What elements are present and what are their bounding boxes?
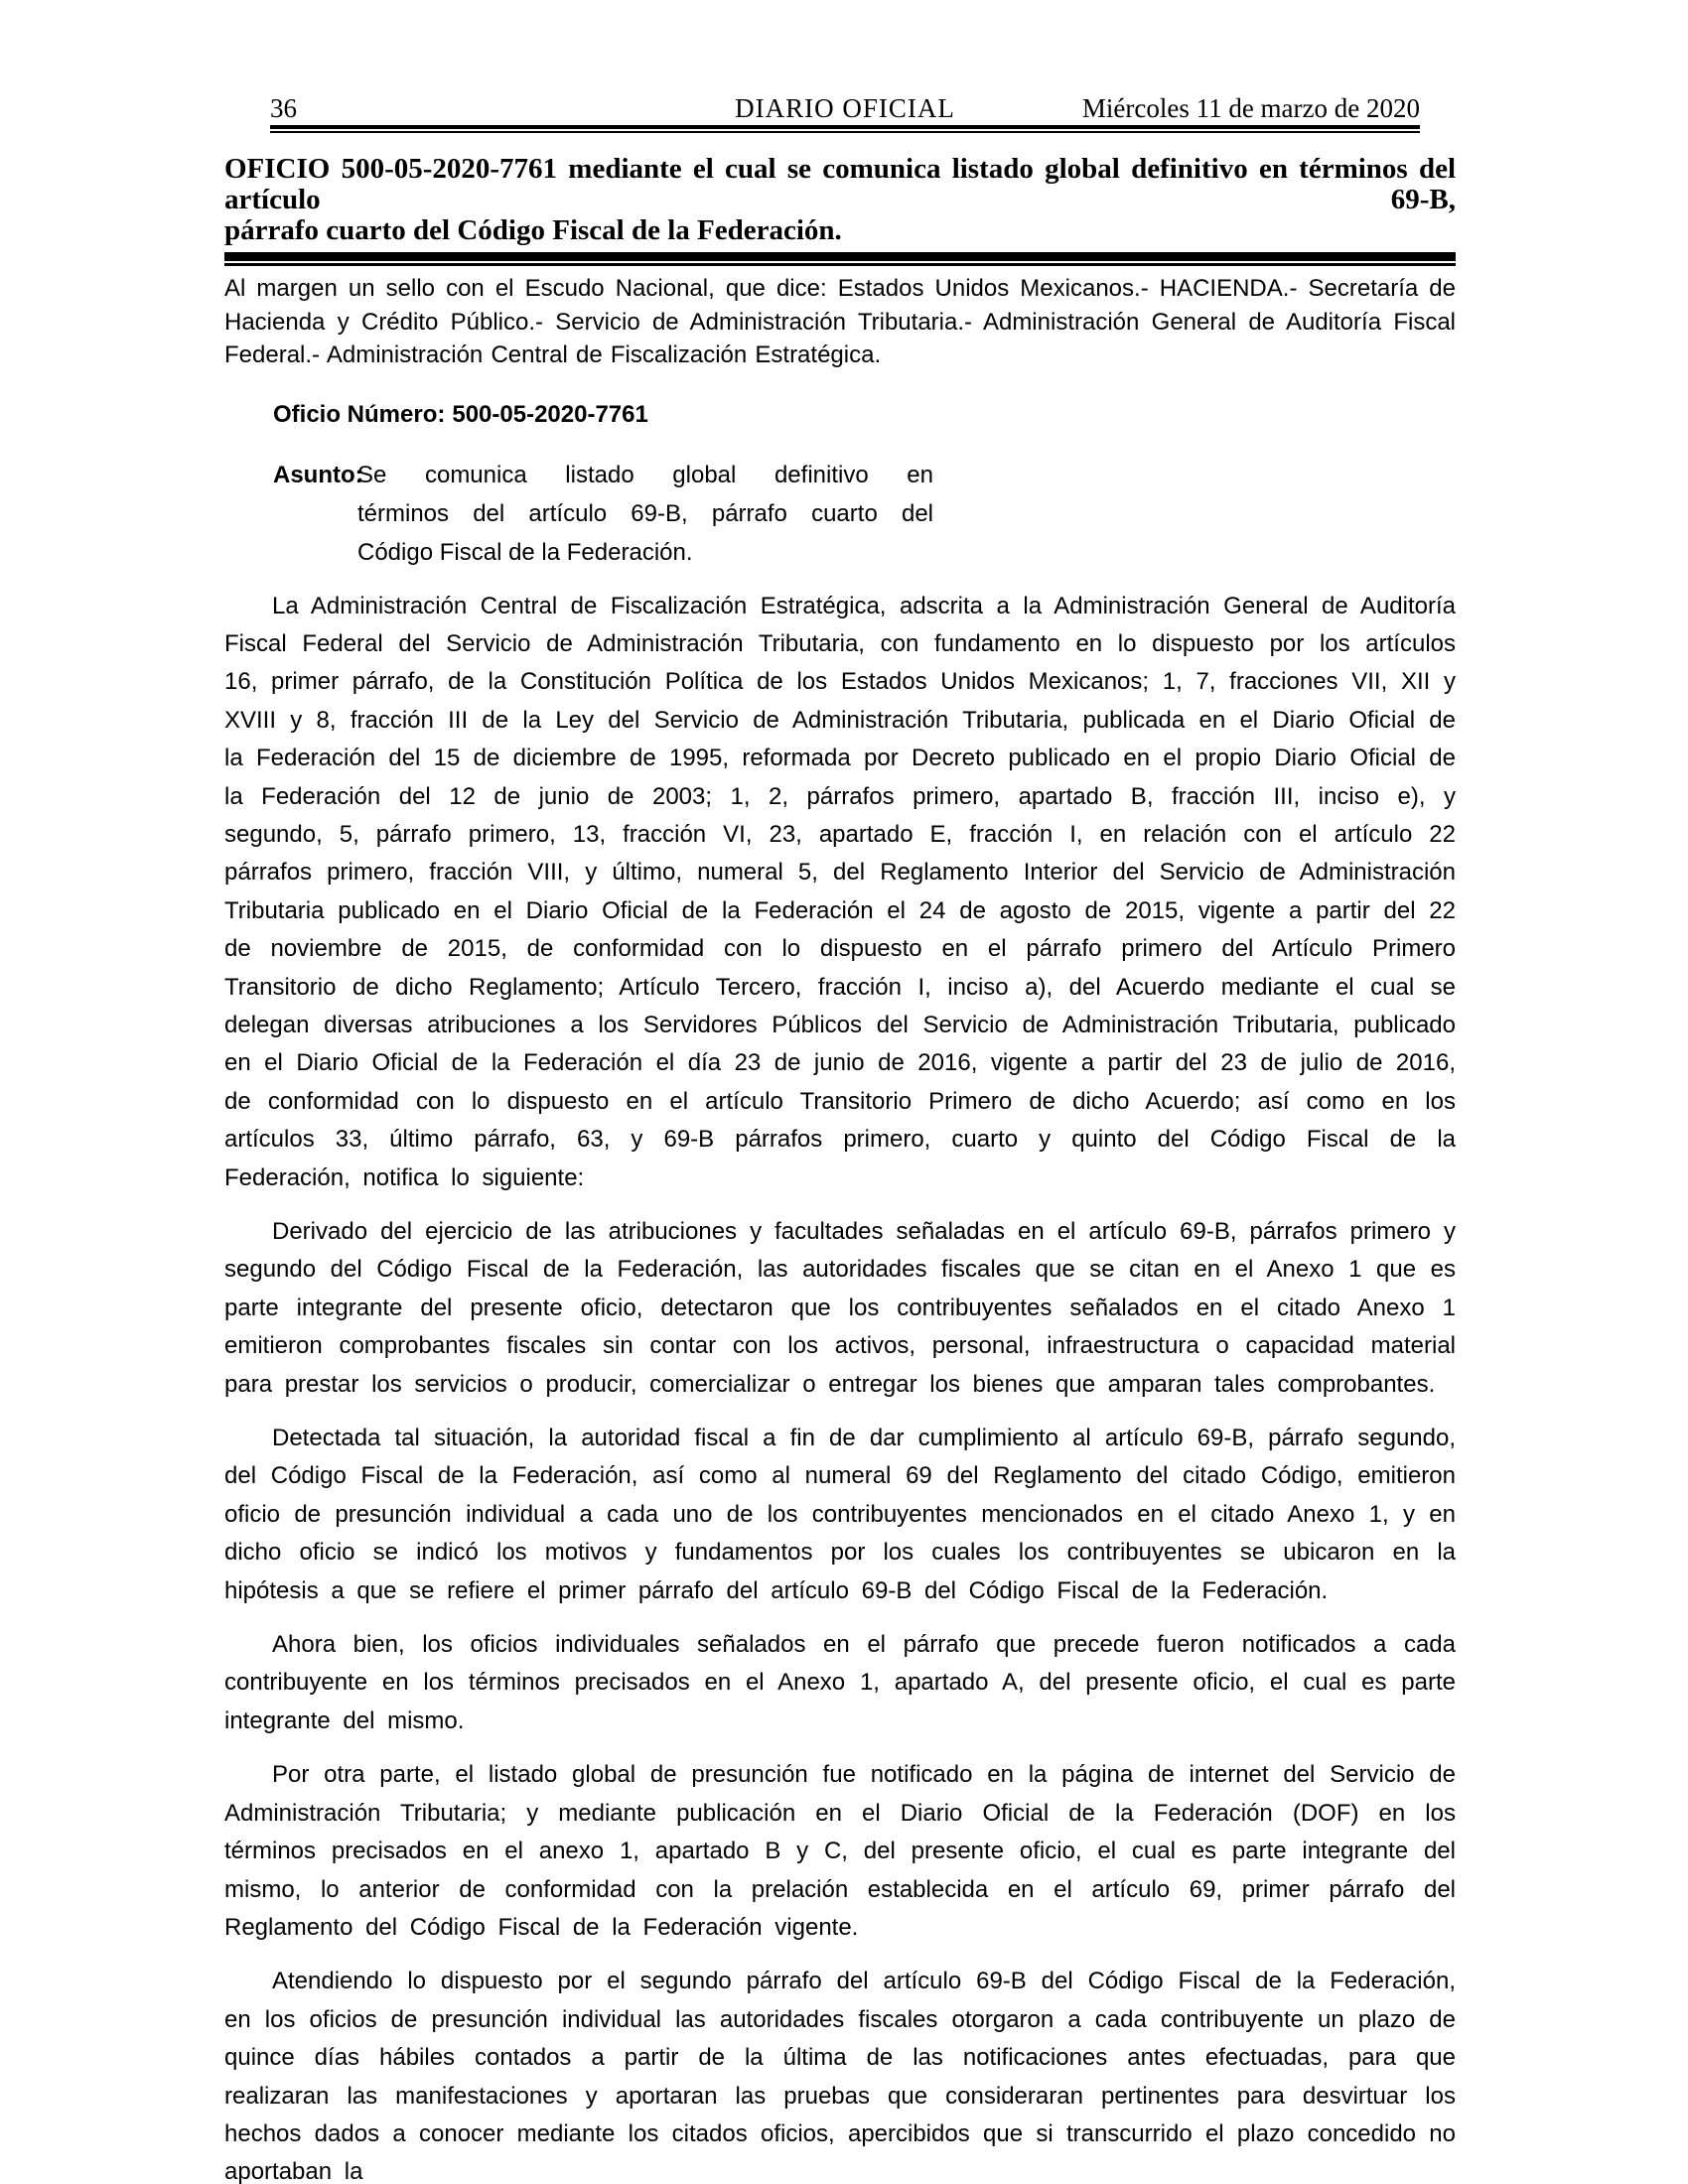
asunto-label: Asunto: xyxy=(273,461,363,488)
oficio-number-label: Oficio Número: xyxy=(273,400,446,428)
document-title xyxy=(224,154,1456,246)
asunto-line-1: Se comunica listado global definitivo en xyxy=(357,461,933,488)
title-rule xyxy=(224,252,1456,266)
document-title-line-1: OFICIO 500-05-2020-7761 mediante el cual se comunica listado global definitivo en términos del artículo 69-B, xyxy=(224,153,1456,215)
running-header xyxy=(270,93,1420,125)
paragraph-3: Detectada tal situación, la autoridad fiscal a fin de dar cumplimiento al artículo 69-B, párrafo segundo, del Código Fiscal de la Federación, así como al numeral 69 del Reglamento del citado Código, emitieron oficio de presunción individual a cada uno de los contribuyentes mencionados en el citado Anexo 1, y en dicho oficio se indicó los motivos y fundamentos por los cuales los contribuyentes se ubicaron en la hipótesis a que se refiere el primer párrafo del artículo 69-B del Código Fiscal de la Federación. xyxy=(224,1425,1456,1604)
oficio-number-value: 500-05-2020-7761 xyxy=(452,400,648,428)
oficio-number-line xyxy=(273,396,1456,434)
header-rule xyxy=(270,125,1420,133)
paragraph-1: La Administración Central de Fiscalización Estratégica, adscrita a la Administración General de Auditoría Fiscal Federal del Servicio de Administración Tributaria, con fundamento en lo dispuesto por los artículos 16, primer párrafo, de la Constitución Política de los Estados Unidos Mexicanos; 1, 7, fracciones VII, XII y XVIII y 8, fracción III de la Ley del Servicio de Administración Tributaria, publicada en el Diario Oficial de la Federación del 15 de diciembre de 1995, reformada por Decreto publicado en el propio Diario Oficial de la Federación del 12 de junio de 2003; 1, 2, párrafos primero, apartado B, fracción III, inciso e), y segundo, 5, párrafo primero, 13, fracción VI, 23, apartado E, fracción I, en relación con el artículo 22 párrafos primero, fracción VIII, y último, numeral 5, del Reglamento Interior del Servicio de Administración Tributaria publicado en el Diario Oficial de la Federación el 24 de agosto de 2015, vigente a partir del 22 de noviembre de 2015, de conformidad con lo dispuesto en el párrafo primero del Artículo Primero Transitorio de dicho Reglamento; Artículo Tercero, fracción I, inciso a), del Acuerdo mediante el cual se delegan diversas atribuciones a los Servidores Públicos del Servicio de Administración Tributaria, publicado en el Diario Oficial de la Federación el día 23 de junio de 2016, vigente a partir del 23 de julio de 2016, de conformidad con lo dispuesto en el artículo Transitorio Primero de dicho Acuerdo; así como en los artículos 33, último párrafo, 63, y 69-B párrafos primero, cuarto y quinto del Código Fiscal de la Federación, notifica lo siguiente: xyxy=(224,592,1456,1191)
header-date: Miércoles 11 de marzo de 2020 xyxy=(1081,93,1420,123)
asunto-line-3: Código Fiscal de la Federación. xyxy=(357,538,693,566)
paragraph-5: Por otra parte, el listado global de presunción fue notificado en la página de internet del Servicio de Administración Tributaria; y mediante publicación en el Diario Oficial de la Federación (DOF) en los términos precisados en el anexo 1, apartado B y C, del presente oficio, el cual es parte integrante del mismo, lo anterior de conformidad con la prelación establecida en el artículo 69, primer párrafo del Reglamento del Código Fiscal de la Federación vigente. xyxy=(224,1761,1456,1941)
page-number: 36 xyxy=(270,93,297,123)
asunto-text xyxy=(357,456,933,572)
document-title-line-2: párrafo cuarto del Código Fiscal de la Federación. xyxy=(224,214,842,246)
document-body xyxy=(224,154,1456,2184)
al-margen-paragraph: Al margen un sello con el Escudo Nacional, que dice: Estados Unidos Mexicanos.- HACIENDA.- Secretaría de Hacienda y Crédito Público.- Servicio de Administración Tributaria.- Administración General de Auditoría Fiscal Federal.- Administración Central de Fiscalización Estratégica. xyxy=(224,275,1456,368)
asunto-block xyxy=(273,456,1456,572)
asunto-line-2: términos del artículo 69-B, párrafo cuarto del xyxy=(357,499,933,527)
paragraph-4: Ahora bien, los oficios individuales señalados en el párrafo que precede fueron notificados a cada contribuyente en los términos precisados en el Anexo 1, apartado A, del presente oficio, el cual es parte integrante del mismo. xyxy=(224,1631,1456,1734)
paragraph-6: Atendiendo lo dispuesto por el segundo párrafo del artículo 69-B del Código Fiscal de la Federación, en los oficios de presunción individual las autoridades fiscales otorgaron a cada contribuyente un plazo de quince días hábiles contados a partir de la última de las notificaciones antes efectuadas, para que realizaran las manifestaciones y aportaran las pruebas que consideraran pertinentes para desvirtuar los hechos dados a conocer mediante los citados oficios, apercibidos que si transcurrido el plazo concedido no aportaban la xyxy=(224,1968,1456,2184)
paragraph-2: Derivado del ejercicio de las atribuciones y facultades señaladas en el artículo 69-B, párrafos primero y segundo del Código Fiscal de la Federación, las autoridades fiscales que se citan en el Anexo 1 que es parte integrante del presente oficio, detectaron que los contribuyentes señalados en el citado Anexo 1 emitieron comprobantes fiscales sin contar con los activos, personal, infraestructura o capacidad material para prestar los servicios o producir, comercializar o entregar los bienes que amparan tales comprobantes. xyxy=(224,1218,1456,1398)
header-gazette-title: DIARIO OFICIAL xyxy=(735,93,955,123)
